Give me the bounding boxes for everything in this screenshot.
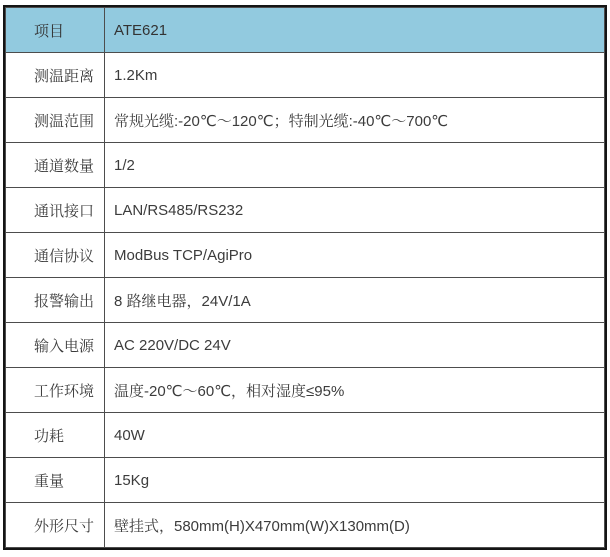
- spec-label: 报警输出: [6, 278, 105, 323]
- spec-value: 15Kg: [105, 458, 605, 503]
- spec-value: LAN/RS485/RS232: [105, 188, 605, 233]
- table-header-row: [6, 8, 605, 53]
- spec-label: 测温距离: [6, 53, 105, 98]
- table-row: [6, 233, 605, 278]
- spec-value: 温度-20℃～60℃，相对湿度≤95%: [105, 368, 605, 413]
- table-row: [6, 98, 605, 143]
- spec-label: 输入电源: [6, 323, 105, 368]
- spec-value: 8 路继电器，24V/1A: [105, 278, 605, 323]
- table-row: [6, 413, 605, 458]
- spec-label: 重量: [6, 458, 105, 503]
- table-row: [6, 368, 605, 413]
- spec-value: 常规光缆:-20℃～120℃；特制光缆:-40℃～700℃: [105, 98, 605, 143]
- spec-label: 通讯接口: [6, 188, 105, 233]
- table-row: [6, 53, 605, 98]
- spec-label: 工作环境: [6, 368, 105, 413]
- table-row: [6, 188, 605, 233]
- spec-label: 功耗: [6, 413, 105, 458]
- spec-label: 通信协议: [6, 233, 105, 278]
- spec-label: 测温范围: [6, 98, 105, 143]
- header-cell-item: 项目: [6, 8, 105, 53]
- table-row: [6, 278, 605, 323]
- spec-value: AC 220V/DC 24V: [105, 323, 605, 368]
- spec-value: 壁挂式，580mm(H)X470mm(W)X130mm(D): [105, 503, 605, 548]
- table-row: [6, 503, 605, 548]
- header-cell-model: ATE621: [105, 8, 605, 53]
- spec-value: ModBus TCP/AgiPro: [105, 233, 605, 278]
- spec-table: [5, 7, 605, 548]
- table-row: [6, 143, 605, 188]
- spec-label: 外形尺寸: [6, 503, 105, 548]
- spec-value: 1/2: [105, 143, 605, 188]
- spec-label: 通道数量: [6, 143, 105, 188]
- spec-value: 40W: [105, 413, 605, 458]
- table-row: [6, 323, 605, 368]
- spec-table-container: [3, 5, 607, 550]
- spec-value: 1.2Km: [105, 53, 605, 98]
- table-row: [6, 458, 605, 503]
